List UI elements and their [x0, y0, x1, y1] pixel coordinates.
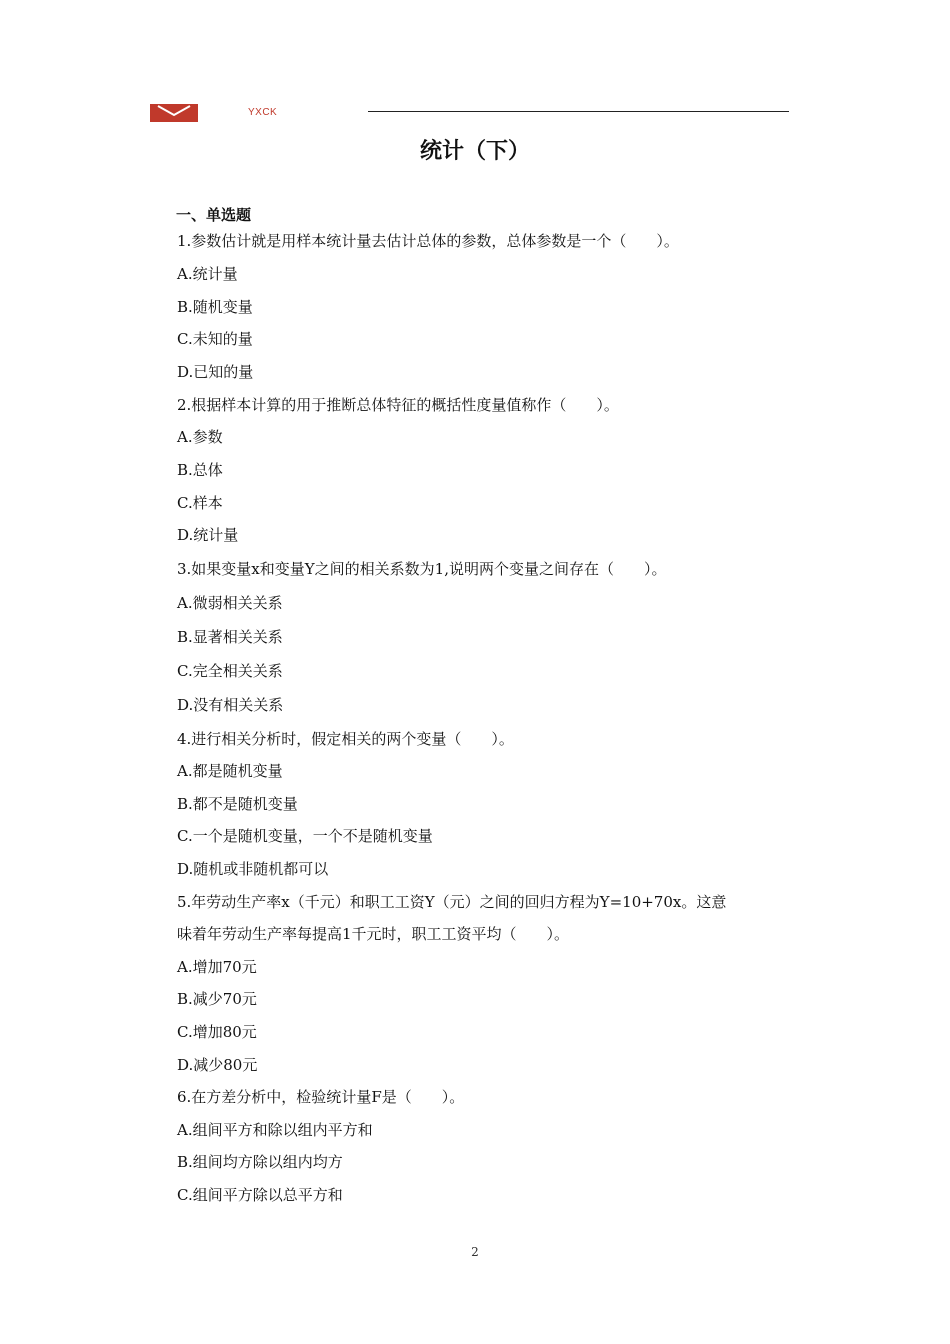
header-rule	[368, 111, 789, 112]
option-line: B.显著相关关系	[177, 628, 283, 646]
option-line: D.没有相关关系	[177, 696, 284, 714]
option-line: B.都不是随机变量	[177, 795, 298, 813]
option-line: D.随机或非随机都可以	[177, 860, 329, 878]
question-line: 4.进行相关分析时，假定相关的两个变量（ ）。	[177, 730, 514, 748]
question-line: 5.年劳动生产率x（千元）和职工工资Y（元）之间的回归方程为Y=10+70x。这意	[177, 893, 727, 911]
option-line: C.组间平方除以总平方和	[177, 1186, 343, 1204]
section-heading: 一、单选题	[176, 206, 252, 224]
question-line: 2.根据样本计算的用于推断总体特征的概括性度量值称作（ ）。	[177, 396, 619, 414]
option-line: D.统计量	[177, 526, 239, 544]
brand-name: YXCK	[248, 107, 278, 118]
option-line: D.减少80元	[177, 1056, 258, 1074]
option-line: B.组间均方除以组内均方	[177, 1153, 343, 1171]
option-line: A.统计量	[177, 265, 238, 283]
page-title: 统计（下）	[419, 139, 530, 164]
option-line: D.已知的量	[177, 363, 254, 381]
option-line: C.样本	[177, 494, 223, 512]
logo-icon	[150, 104, 198, 122]
question-line: 1.参数估计就是用样本统计量去估计总体的参数，总体参数是一个（ ）。	[177, 232, 679, 250]
option-line: A.增加70元	[177, 958, 257, 976]
option-line: B.减少70元	[177, 990, 257, 1008]
question-line: 6.在方差分析中，检验统计量F是（ ）。	[177, 1088, 465, 1106]
question-line: 味着年劳动生产率每提高1千元时，职工工资平均（ ）。	[177, 925, 570, 943]
option-line: A.微弱相关关系	[177, 594, 283, 612]
option-line: C.一个是随机变量，一个不是随机变量	[177, 827, 433, 845]
option-line: C.未知的量	[177, 330, 253, 348]
option-line: C.增加80元	[177, 1023, 257, 1041]
option-line: B.总体	[177, 461, 223, 479]
option-line: B.随机变量	[177, 298, 253, 316]
option-line: A.都是随机变量	[177, 762, 283, 780]
option-line: A.组间平方和除以组内平方和	[177, 1121, 373, 1139]
question-line: 3.如果变量x和变量Y之间的相关系数为1,说明两个变量之间存在（ ）。	[177, 560, 667, 578]
option-line: A.参数	[177, 428, 223, 446]
option-line: C.完全相关关系	[177, 662, 283, 680]
page-number: 2	[471, 1245, 479, 1259]
